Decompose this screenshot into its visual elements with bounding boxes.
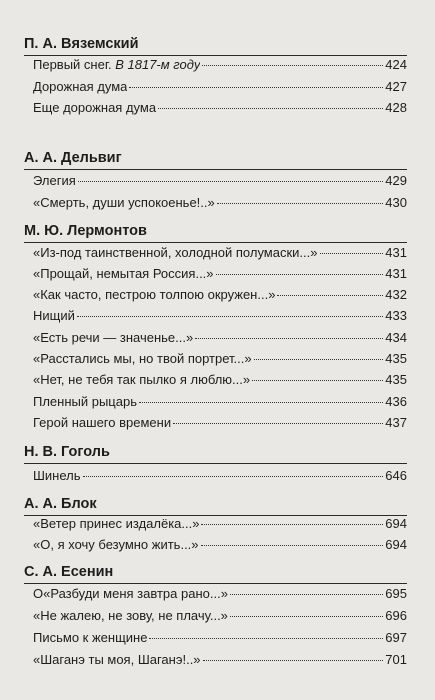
entry-title: «Прощай, немытая Россия...» <box>33 266 214 281</box>
dot-leader <box>149 637 383 639</box>
page-number: 694 <box>385 516 407 531</box>
page-number: 435 <box>385 351 407 366</box>
entry-title: «Есть речи — значенье...» <box>33 330 194 345</box>
toc-entry <box>33 584 407 604</box>
page-number: 424 <box>385 57 407 72</box>
divider <box>24 463 407 464</box>
dot-leader <box>158 107 383 109</box>
dot-leader <box>254 358 384 360</box>
entry-title: «Как часто, пестрою толпою окружен...» <box>33 287 276 302</box>
entry-title: «Шаганэ ты моя, Шаганэ!..» <box>33 652 201 667</box>
toc-entry <box>33 98 407 118</box>
author-heading: М. Ю. Лермонтов <box>24 223 147 239</box>
dot-leader <box>129 86 383 88</box>
dot-leader <box>77 315 383 317</box>
page-number: 695 <box>385 586 407 601</box>
dot-leader <box>195 337 383 339</box>
page-number: 696 <box>385 608 407 623</box>
page-number: 697 <box>385 630 407 645</box>
dot-leader <box>277 294 383 296</box>
dot-leader <box>173 422 383 424</box>
dot-leader <box>230 593 383 595</box>
entry-title: Еще дорожная дума <box>33 100 157 115</box>
author-heading: Н. В. Гоголь <box>24 444 110 460</box>
page-number: 431 <box>385 245 407 260</box>
entry-title: «Расстались мы, но твой портрет...» <box>33 351 252 366</box>
page-number: 433 <box>385 308 407 323</box>
toc-entry <box>33 306 407 326</box>
page-number: 435 <box>385 372 407 387</box>
toc-entry <box>33 392 407 412</box>
page-number: 430 <box>385 195 407 210</box>
entry-title: «Нет, не тебя так пылко я люблю...» <box>33 372 251 387</box>
dot-leader <box>217 202 384 204</box>
page-number: 646 <box>385 468 407 483</box>
entry-title: «Смерть, души успокоенье!..» <box>33 195 215 210</box>
dot-leader <box>202 64 383 66</box>
page-number: 431 <box>385 266 407 281</box>
page-number: 701 <box>385 652 407 667</box>
dot-leader <box>201 523 383 525</box>
entry-title: Письмо к женщине <box>33 630 148 645</box>
toc-entry <box>33 193 407 213</box>
entry-title: Первый снег. В 1817-м году <box>33 57 201 72</box>
toc-entry <box>33 77 407 97</box>
entry-title: «Из-под таинственной, холодной полумаски...» <box>33 245 318 260</box>
entry-title: «О, я хочу безумно жить...» <box>33 537 199 552</box>
dot-leader <box>203 659 384 661</box>
toc-entry <box>33 285 407 305</box>
entry-title: Дорожная дума <box>33 79 128 94</box>
dot-leader <box>320 252 384 254</box>
dot-leader <box>230 615 383 617</box>
page-number: 436 <box>385 394 407 409</box>
toc-entry <box>33 171 407 191</box>
entry-title: Элегия <box>33 173 76 188</box>
page-number: 694 <box>385 537 407 552</box>
page-number: 429 <box>385 173 407 188</box>
author-heading: П. А. Вяземский <box>24 36 139 52</box>
entry-title: О«Разбуди меня завтра рано...» <box>33 586 228 601</box>
page-number: 428 <box>385 100 407 115</box>
dot-leader <box>139 401 383 403</box>
toc-entry <box>33 606 407 626</box>
toc-entry <box>33 466 407 486</box>
toc-entry <box>33 650 407 670</box>
page-number: 427 <box>385 79 407 94</box>
entry-title: Герой нашего времени <box>33 415 172 430</box>
toc-entry <box>33 328 407 348</box>
entry-title: Пленный рыцарь <box>33 394 137 409</box>
toc-entry <box>33 514 407 534</box>
toc-entry <box>33 55 407 75</box>
entry-title: Шинель <box>33 468 81 483</box>
toc-entry <box>33 535 407 555</box>
dot-leader <box>216 273 384 275</box>
page-number: 434 <box>385 330 407 345</box>
entry-title: «Не жалею, не зову, не плачу...» <box>33 608 228 623</box>
page-number: 432 <box>385 287 407 302</box>
toc-entry <box>33 264 407 284</box>
page-number: 437 <box>385 415 407 430</box>
dot-leader <box>201 544 384 546</box>
author-heading: А. А. Блок <box>24 496 97 512</box>
dot-leader <box>83 475 384 477</box>
entry-title: Нищий <box>33 308 75 323</box>
dot-leader <box>252 379 383 381</box>
dot-leader <box>78 180 384 182</box>
toc-entry <box>33 243 407 263</box>
entry-title: «Ветер принес издалёка...» <box>33 516 200 531</box>
divider <box>24 169 407 170</box>
toc-entry <box>33 370 407 390</box>
author-heading: А. А. Дельвиг <box>24 150 122 166</box>
toc-entry <box>33 413 407 433</box>
author-heading: С. А. Есенин <box>24 564 114 580</box>
toc-entry <box>33 628 407 648</box>
toc-entry <box>33 349 407 369</box>
